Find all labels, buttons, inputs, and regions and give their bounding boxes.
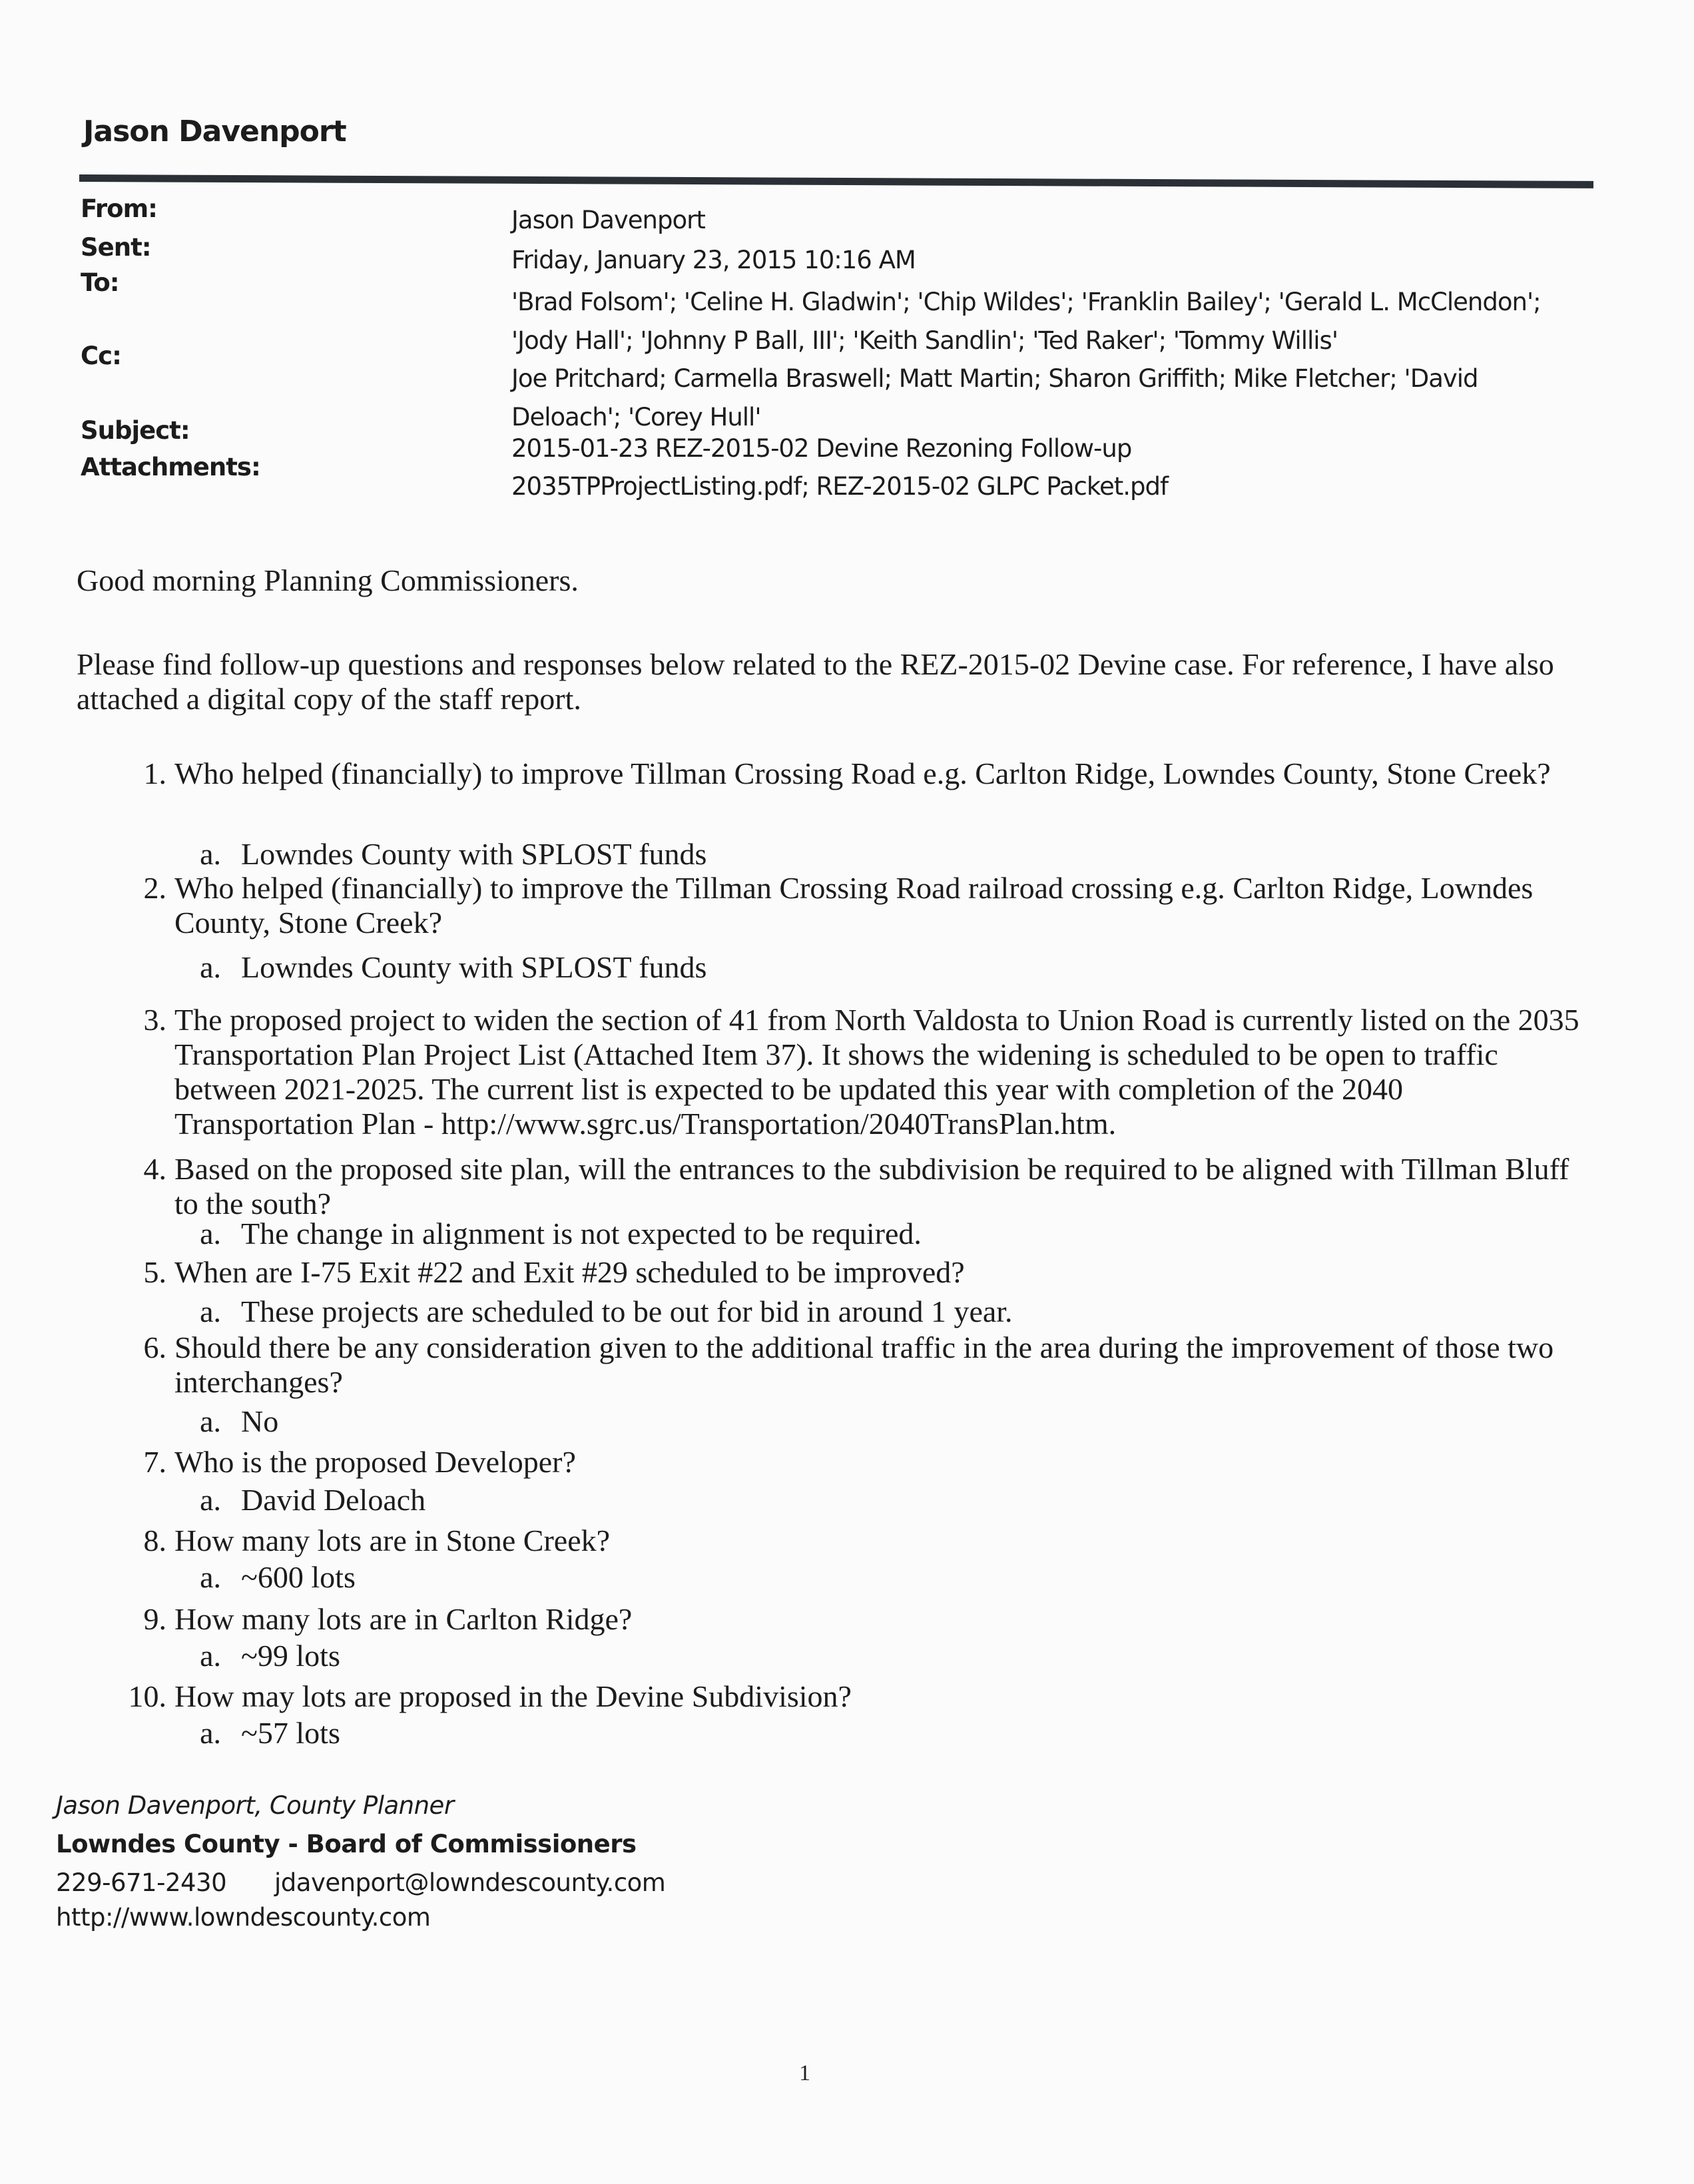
from-value: Jason Davenport: [511, 206, 705, 234]
answer-item: [173, 1294, 1013, 1329]
answer-text: The change in alignment is not expected to be required.: [241, 1217, 922, 1250]
question-number: 4.: [143, 1152, 166, 1186]
question-text: [174, 1602, 1585, 1637]
answer-letter: a.: [200, 1404, 221, 1438]
question-text-content: When are I-75 Exit #22 and Exit #29 scheduled to be improved?: [174, 1255, 965, 1289]
greeting: Good morning Planning Commissioners.: [77, 563, 579, 597]
answer-text: ~57 lots: [241, 1716, 340, 1750]
question-text-content: How many lots are in Carlton Ridge?: [174, 1602, 633, 1636]
question-text: [174, 1152, 1585, 1221]
question-text: [174, 1255, 1585, 1290]
answer-text: These projects are scheduled to be out for bid in around 1 year.: [241, 1294, 1013, 1328]
question-text-content: Who helped (financially) to improve the Tillman Crossing Road railroad crossing e.g. Carlton Ridge, Lowndes County, Stone Creek?: [174, 871, 1534, 940]
question-item: [100, 1523, 1585, 1558]
question-number: 9.: [143, 1602, 166, 1636]
attachments-value: 2035TPProjectListing.pdf; REZ-2015-02 GLPC Packet.pdf: [511, 472, 1169, 501]
question-number: 6.: [143, 1330, 166, 1364]
attachments-label: Attachments:: [81, 453, 260, 481]
intro-paragraph: Please find follow-up questions and responses below related to the REZ-2015-02 Devine case. For reference, I have also attached a digital copy of the staff report.: [77, 647, 1554, 716]
question-text: [174, 1003, 1585, 1141]
answer-text: No: [241, 1404, 279, 1438]
answer-item: [173, 1404, 278, 1439]
question-text-content: Who is the proposed Developer?: [174, 1445, 576, 1479]
question-text-content: Should there be any consideration given to the additional traffic in the area during the improvement of those two interchanges?: [174, 1330, 1554, 1399]
answer-item: [173, 1482, 425, 1517]
question-number: 5.: [143, 1255, 166, 1289]
answer-letter: a.: [200, 1716, 221, 1750]
answer-item: [173, 1715, 340, 1751]
subject-label: Subject:: [81, 416, 190, 445]
link-tail: .: [1108, 1107, 1117, 1141]
answer-letter: a.: [200, 1217, 221, 1250]
question-item: [100, 1003, 1585, 1141]
question-item: [100, 1679, 1585, 1714]
transportation-plan-link[interactable]: http://www.sgrc.us/Transportation/2040TransPlan.htm: [441, 1107, 1109, 1141]
question-number: 2.: [143, 871, 166, 905]
answer-letter: a.: [200, 1560, 221, 1594]
answer-text: ~600 lots: [241, 1560, 356, 1594]
answer-item: [173, 836, 706, 872]
question-item: [100, 1602, 1585, 1637]
signature-email-link[interactable]: jdavenport@lowndescounty.com: [274, 1868, 666, 1897]
signature-name: Jason Davenport, County Planner: [56, 1791, 454, 1820]
page-number: 1: [799, 2061, 810, 2085]
answer-item: [173, 1638, 340, 1673]
answer-item: [173, 1216, 922, 1251]
question-text: [174, 871, 1585, 940]
question-number: 10.: [128, 1679, 166, 1713]
answer-text: Lowndes County with SPLOST funds: [241, 950, 707, 984]
question-text: [174, 1330, 1585, 1400]
question-item: [100, 756, 1585, 791]
answer-text: Lowndes County with SPLOST funds: [241, 837, 707, 871]
from-label: From:: [81, 194, 157, 223]
signature-phone: 229-671-2430: [56, 1868, 227, 1897]
question-text-content: The proposed project to widen the section of 41 from North Valdosta to Union Road is currently listed on the 2035 Transportation Plan Project List (Attached Item 37). It shows the widening is scheduled to be open to traffic between 2021-2025. The current list is expected to be updated this year with completion of the 2040 Transportation Plan -: [174, 1003, 1579, 1141]
answer-item: [173, 950, 706, 985]
answer-letter: a.: [200, 837, 221, 871]
answer-letter: a.: [200, 1294, 221, 1328]
answer-text: David Deloach: [241, 1483, 426, 1517]
answer-text: ~99 lots: [241, 1639, 340, 1673]
document-title: Jason Davenport: [83, 115, 346, 148]
answer-letter: a.: [200, 1483, 221, 1517]
question-text: [174, 756, 1585, 791]
signature-org: Lowndes County - Board of Commissioners: [56, 1830, 637, 1858]
question-number: 7.: [143, 1445, 166, 1479]
sent-value: Friday, January 23, 2015 10:16 AM: [511, 246, 916, 274]
question-item: [100, 1330, 1585, 1400]
sent-label: Sent:: [81, 233, 151, 262]
question-text-content: How many lots are in Stone Creek?: [174, 1523, 611, 1557]
question-text-content: Who helped (financially) to improve Tillman Crossing Road e.g. Carlton Ridge, Lowndes County, Stone Creek?: [174, 756, 1551, 790]
question-item: [100, 1255, 1585, 1290]
cc-value: Joe Pritchard; Carmella Braswell; Matt Martin; Sharon Griffith; Mike Fletcher; 'David Deloach'; 'Corey Hull': [511, 364, 1478, 431]
question-text-content: Based on the proposed site plan, will the entrances to the subdivision be required to be aligned with Tillman Bluff to the south?: [174, 1152, 1569, 1221]
subject-value: 2015-01-23 REZ-2015-02 Devine Rezoning Follow-up: [511, 434, 1132, 463]
header-divider: [79, 174, 1593, 188]
answer-letter: a.: [200, 950, 221, 984]
question-item: [100, 1152, 1585, 1221]
cc-label: Cc:: [81, 342, 121, 370]
question-number: 1.: [143, 756, 166, 790]
question-number: 3.: [143, 1003, 166, 1037]
question-text: [174, 1523, 1585, 1558]
question-text-content: How may lots are proposed in the Devine Subdivision?: [174, 1679, 852, 1713]
question-text: [174, 1679, 1585, 1714]
question-item: [100, 1445, 1585, 1480]
question-number: 8.: [143, 1523, 166, 1557]
answer-letter: a.: [200, 1639, 221, 1673]
to-value: 'Brad Folsom'; 'Celine H. Gladwin'; 'Chip Wildes'; 'Franklin Bailey'; 'Gerald L. McClendon'; 'Jody Hall'; 'Johnny P Ball, III'; 'Keith Sandlin'; 'Ted Raker'; 'Tommy Willis': [511, 288, 1541, 355]
question-text: [174, 1445, 1585, 1480]
to-label: To:: [81, 268, 119, 297]
signature-website-link[interactable]: http://www.lowndescounty.com: [56, 1903, 431, 1932]
answer-item: [173, 1559, 356, 1595]
question-item: [100, 871, 1585, 940]
